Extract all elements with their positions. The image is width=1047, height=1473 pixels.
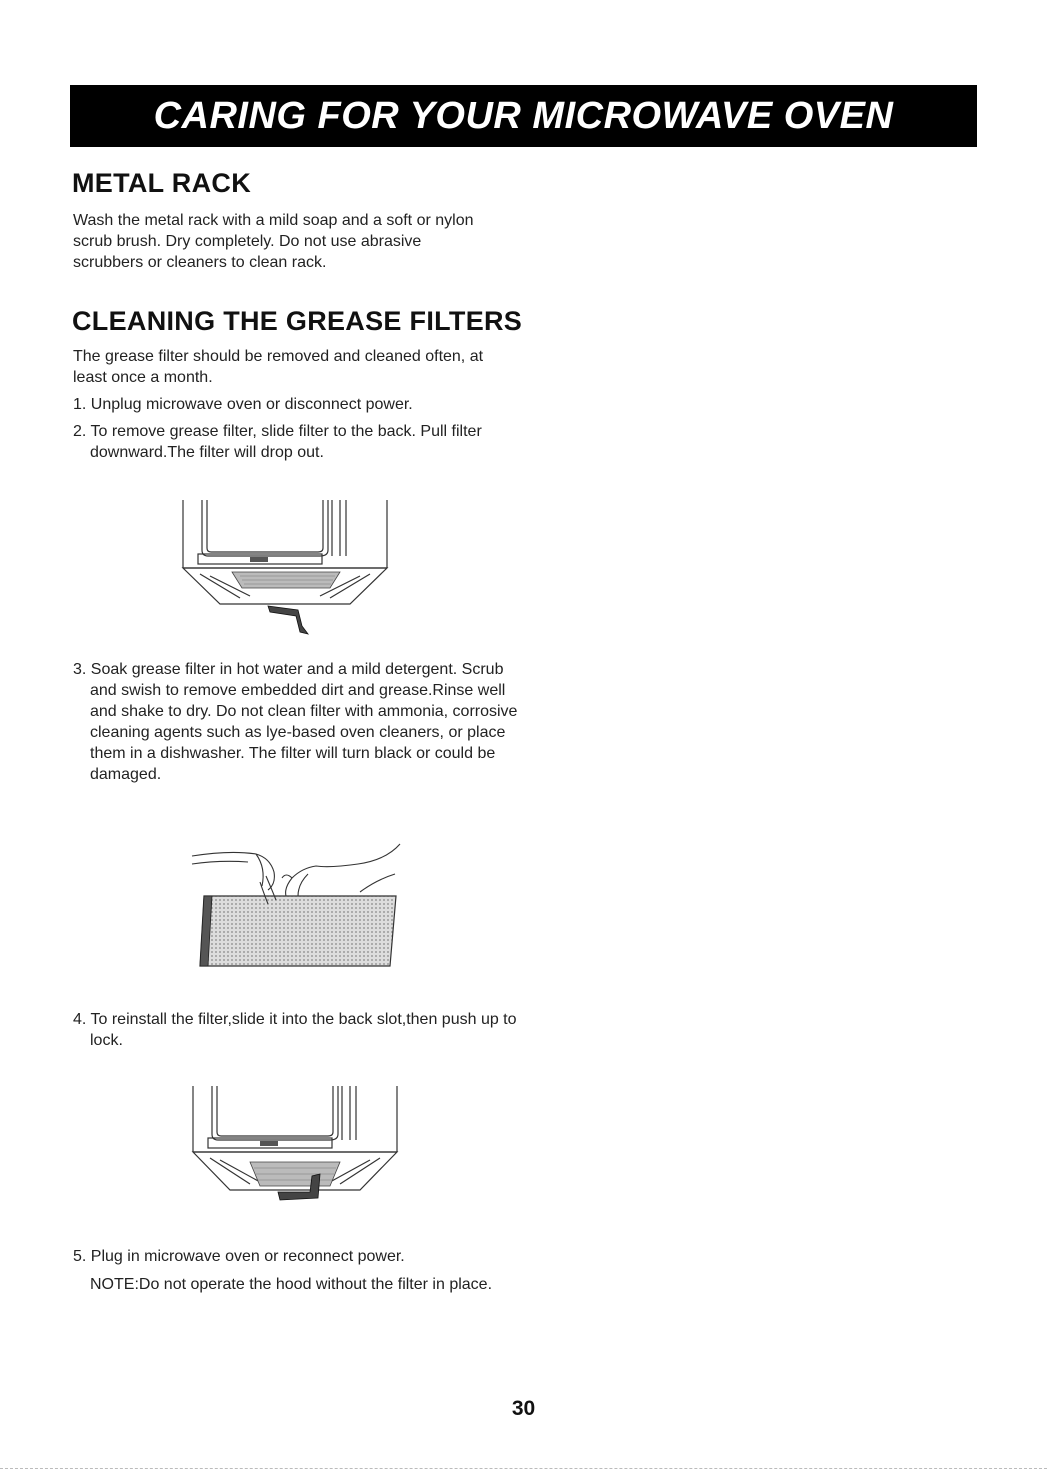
step-4: 4. To reinstall the filter,slide it into the back slot,then push up to lock. xyxy=(73,1011,517,1049)
header-banner xyxy=(70,85,977,147)
page-title: CARING FOR YOUR MICROWAVE OVEN xyxy=(153,94,894,137)
grease-filters-heading: CLEANING THE GREASE FILTERS xyxy=(72,306,523,336)
step-3: 3. Soak grease filter in hot water and a mild detergent. Scrub and swish to remove embedded dirt and grease.Rinse well and shake to dry. Do not clean filter with ammonia, corrosive cleaning agents such as lye-based oven cleaners, or place them in a dishwasher. The filter will turn black or could be damaged. xyxy=(73,661,518,783)
bottom-divider xyxy=(0,1468,1047,1469)
step-1: 1. Unplug microwave oven or disconnect power. xyxy=(73,396,413,413)
filter-washing-illustration xyxy=(190,838,405,968)
metal-rack-body: Wash the metal rack with a mild soap and a soft or nylon scrub brush. Dry completely. Do not use abrasive scrubbers or cleaners to clean rack. xyxy=(73,212,474,271)
metal-rack-heading: METAL RACK xyxy=(72,168,251,198)
note-text: NOTE:Do not operate the hood without the filter in place. xyxy=(90,1276,493,1293)
page-number: 30 xyxy=(511,1397,536,1420)
step-5: 5. Plug in microwave oven or reconnect power. xyxy=(73,1248,405,1265)
filter-removal-illustration xyxy=(180,500,390,640)
step-2: 2. To remove grease filter, slide filter to the back. Pull filter downward.The filter will drop out. xyxy=(73,423,482,461)
filter-reinstall-illustration xyxy=(190,1086,405,1216)
grease-filters-intro: The grease filter should be removed and cleaned often, at least once a month. xyxy=(73,348,484,386)
